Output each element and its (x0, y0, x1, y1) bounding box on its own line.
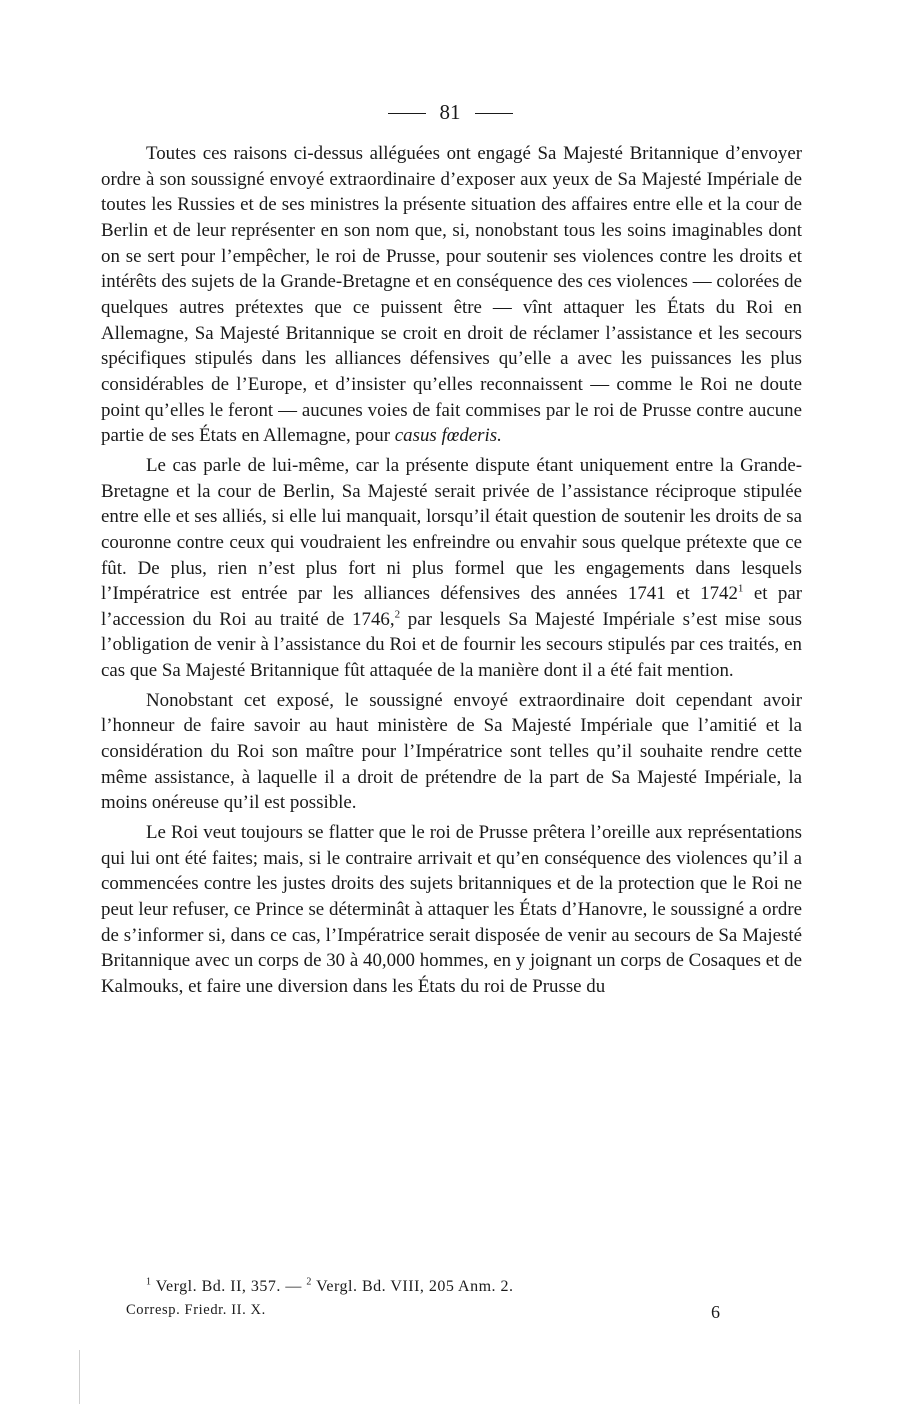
printer-signature (126, 1302, 720, 1322)
paragraph-3 (101, 688, 802, 816)
header-dash-left (388, 113, 426, 114)
footnote-text-1: Vergl. Bd. II, 357. — (151, 1278, 307, 1295)
scan-margin-line (79, 1350, 80, 1404)
footnote-text-2: Vergl. Bd. VIII, 205 Anm. 2. (311, 1278, 514, 1295)
header-dash-right (475, 113, 513, 114)
paragraph-1 (101, 141, 802, 449)
signature-label: Corresp. Friedr. II. X. (126, 1302, 266, 1318)
paragraph-2-text-b: et par l’accession du Roi au traité de 1746, (101, 583, 802, 630)
paragraph-2-text-c: par lesquels Sa Majesté Impériale s’est mise sous l’obligation de venir à l’assistance du Roi et de fournir les secours stipulés par ces traités, en cas que Sa Majesté Britannique fût attaquée de la manière dont il a été fait mention. (101, 608, 802, 682)
footnote-mark-2: 2 (306, 1276, 312, 1288)
sheet-number: 6 (711, 1302, 720, 1322)
footnote-mark-1: 1 (146, 1276, 152, 1288)
paragraph-2-text-a: Le cas parle de lui-même, car la présente dispute étant uniquement entre la Grande-Bretagne et la cour de Berlin, Sa Majesté serait privée de l’assistance réciproque stipulée entre elle et ses alliés, si elle lui manquait, lorsqu’il était question de soutenir les droits de sa couronne contre ceux qui voudraient les enfreindre ou envahir sous quelque prétexte que ce fût. De plus, rien n’est plus fort ni plus formel que les engagements dans lesquels l’Impératrice est entrée par les alliances défensives des années 1741 et 1742 (101, 454, 802, 605)
paragraph-3-text: Nonobstant cet exposé, le soussigné envoyé extraordinaire doit cependant avoir l’honneur de faire savoir au haut ministère de Sa Majesté Impériale que l’amitié et la considération du Roi son maître pour l’Impératrice sont telles qu’il souhaite rendre cette même assistance, à laquelle il a droit de prétendre de la part de Sa Majesté Impériale, la moins onéreuse qu’il est possible. (101, 689, 802, 814)
paragraph-4-text: Le Roi veut toujours se flatter que le roi de Prusse prêtera l’oreille aux représentations qui lui ont été faites; mais, si le contraire arrivait et qu’en conséquence des violences qu’il a commencées contre les justes droits des sujets britanniques et de la protection que le Roi ne peut leur refuser, ce Prince se déterminât à attaquer les États d’Hanovre, le soussigné a ordre de s’informer si, dans ce cas, l’Impératrice serait disposée de venir au secours de Sa Majesté Britannique avec un corps de 30 à 40,000 hommes, en y joignant un corps de Cosaques et de Kalmouks, et faire une diversion dans les États du roi de Prusse du (101, 822, 802, 997)
page-number: 81 (439, 100, 461, 124)
body-text (101, 141, 802, 1000)
footnote-ref-1: 1 (737, 582, 744, 595)
paragraph-1-italic-ending: casus fœderis. (394, 425, 502, 447)
paragraph-1-text: Toutes ces raisons ci-dessus alléguées ont engagé Sa Majesté Britannique d’envoyer ordre à son soussigné envoyé extraordinaire d’exposer aux yeux de Sa Majesté Impériale de toutes les Russies et de ses ministres la présente situation des affaires entre elle et la cour de Berlin et de leur représenter en son nom que, si, nonobstant tous les soins imaginables dont on se sert pour l’empêcher, le roi de Prusse, pour soutenir ses violences contre les droits et intérêts des sujets de la Grande-Bretagne et en conséquence des ces violences — colorées de quelques autres prétextes que ce puissent être — vînt attaquer les États du Roi en Allemagne, Sa Majesté Britannique se croit en droit de réclamer l’assistance et les secours spécifiques stipulés dans les alliances défensives qu’elle a avec les puissances les plus considérables de l’Europe, et d’insister qu’elles reconnaissent — comme le Roi ne doute point qu’elles le feront — aucunes voies de fait commises par le roi de Prusse contre aucune partie de ses États en Allemagne, pour (101, 143, 802, 447)
paragraph-4 (101, 820, 802, 1000)
footnote-ref-2: 2 (394, 608, 401, 621)
footnotes (146, 1278, 514, 1296)
page-header (0, 100, 900, 125)
paragraph-2 (101, 453, 802, 684)
